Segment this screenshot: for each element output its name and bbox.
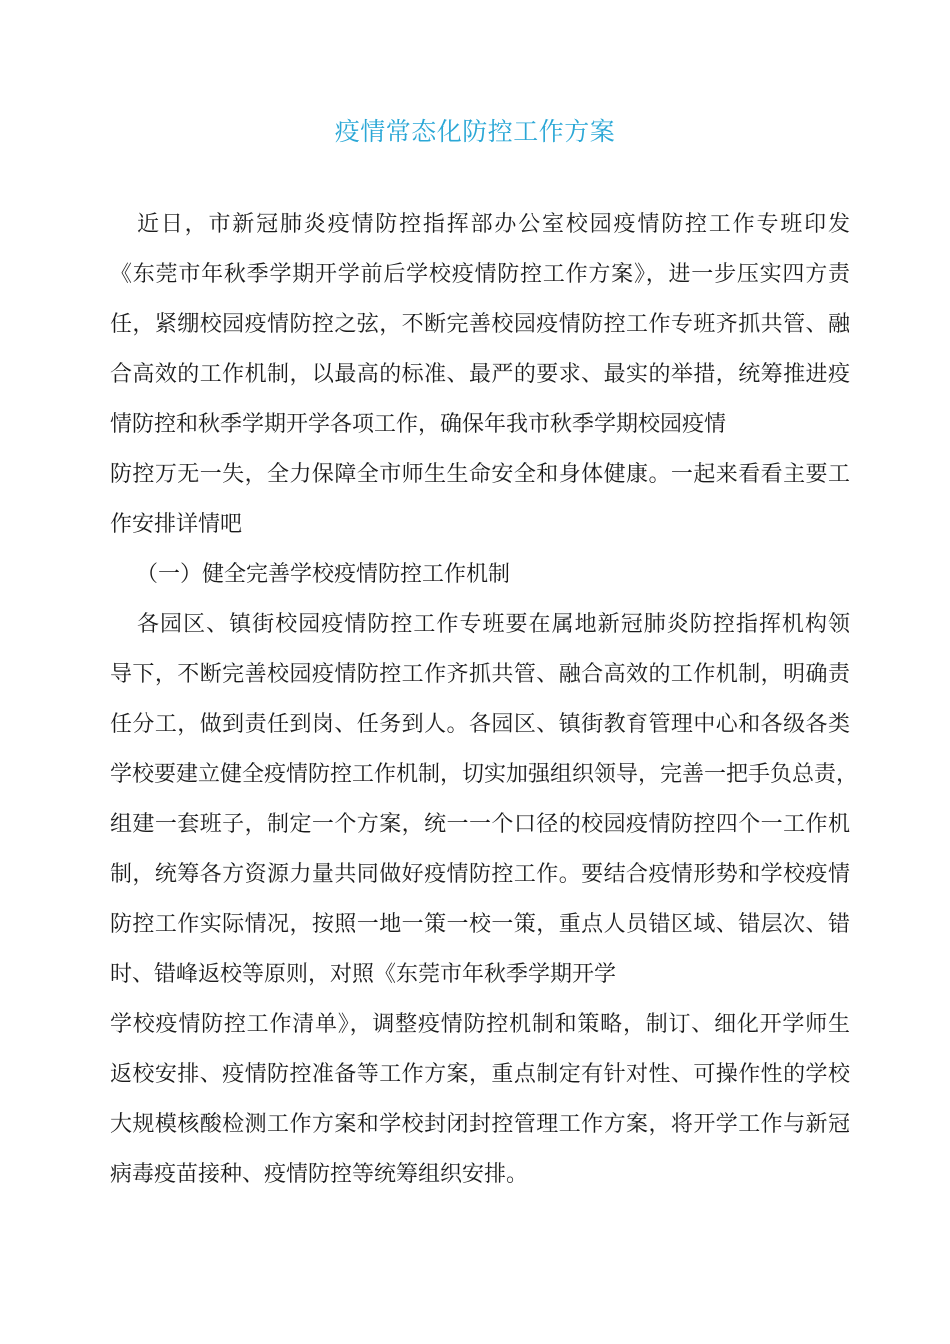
paragraph-1-line-2: 《东莞市年秋季学期开学前后学校疫情防控工作方案》，进一步压实四方责 xyxy=(110,262,850,287)
paragraph-3-line-2: 导下，不断完善校园疫情防控工作齐抓共管、融合高效的工作机制，明确责 xyxy=(110,662,850,687)
paragraph-3-line-7: 防控工作实际情况，按照一地一策一校一策，重点人员错区域、错层次、错 xyxy=(110,912,850,937)
paragraph-4-line-2: 返校安排、疫情防控准备等工作方案，重点制定有针对性、可操作性的学校 xyxy=(110,1062,850,1087)
paragraph-3-line-5: 组建一套班子，制定一个方案，统一一个口径的校园疫情防控四个一工作机 xyxy=(110,812,850,837)
paragraph-1-line-5: 情防控和秋季学期开学各项工作，确保年我市秋季学期校园疫情 xyxy=(110,412,727,437)
paragraph-4-line-1: 学校疫情防控工作清单》，调整疫情防控机制和策略，制订、细化开学师生 xyxy=(110,1012,850,1037)
paragraph-3-line-1: 各园区、镇街校园疫情防控工作专班要在属地新冠肺炎防控指挥机构领 xyxy=(137,612,850,637)
paragraph-3-line-4: 学校要建立健全疫情防控工作机制，切实加强组织领导，完善一把手负总责， xyxy=(110,762,859,787)
section-heading: （一）健全完善学校疫情防控工作机制 xyxy=(136,562,511,587)
paragraph-1-line-3: 任，紧绷校园疫情防控之弦，不断完善校园疫情防控工作专班齐抓共管、融 xyxy=(110,312,850,337)
paragraph-3-line-3: 任分工，做到责任到岗、任务到人。各园区、镇街教育管理中心和各级各类 xyxy=(110,712,850,737)
paragraph-4-line-4: 病毒疫苗接种、疫情防控等统筹组织安排。 xyxy=(110,1162,529,1187)
paragraph-3-line-6: 制，统筹各方资源力量共同做好疫情防控工作。要结合疫情形势和学校疫情 xyxy=(110,862,850,887)
paragraph-2-line-1: 防控万无一失，全力保障全市师生生命安全和身体健康。一起来看看主要工 xyxy=(110,462,850,487)
document-title: 疫情常态化防控工作方案 xyxy=(334,117,616,146)
paragraph-1-line-4: 合高效的工作机制，以最高的标准、最严的要求、最实的举措，统筹推进疫 xyxy=(110,362,850,387)
paragraph-3-line-8: 时、错峰返校等原则，对照《东莞市年秋季学期开学 xyxy=(110,962,617,987)
paragraph-4-line-3: 大规模核酸检测工作方案和学校封闭封控管理工作方案，将开学工作与新冠 xyxy=(110,1112,850,1137)
paragraph-2-line-2: 作安排详情吧 xyxy=(110,512,243,537)
paragraph-1-line-1: 近日，市新冠肺炎疫情防控指挥部办公室校园疫情防控工作专班印发 xyxy=(137,212,850,237)
